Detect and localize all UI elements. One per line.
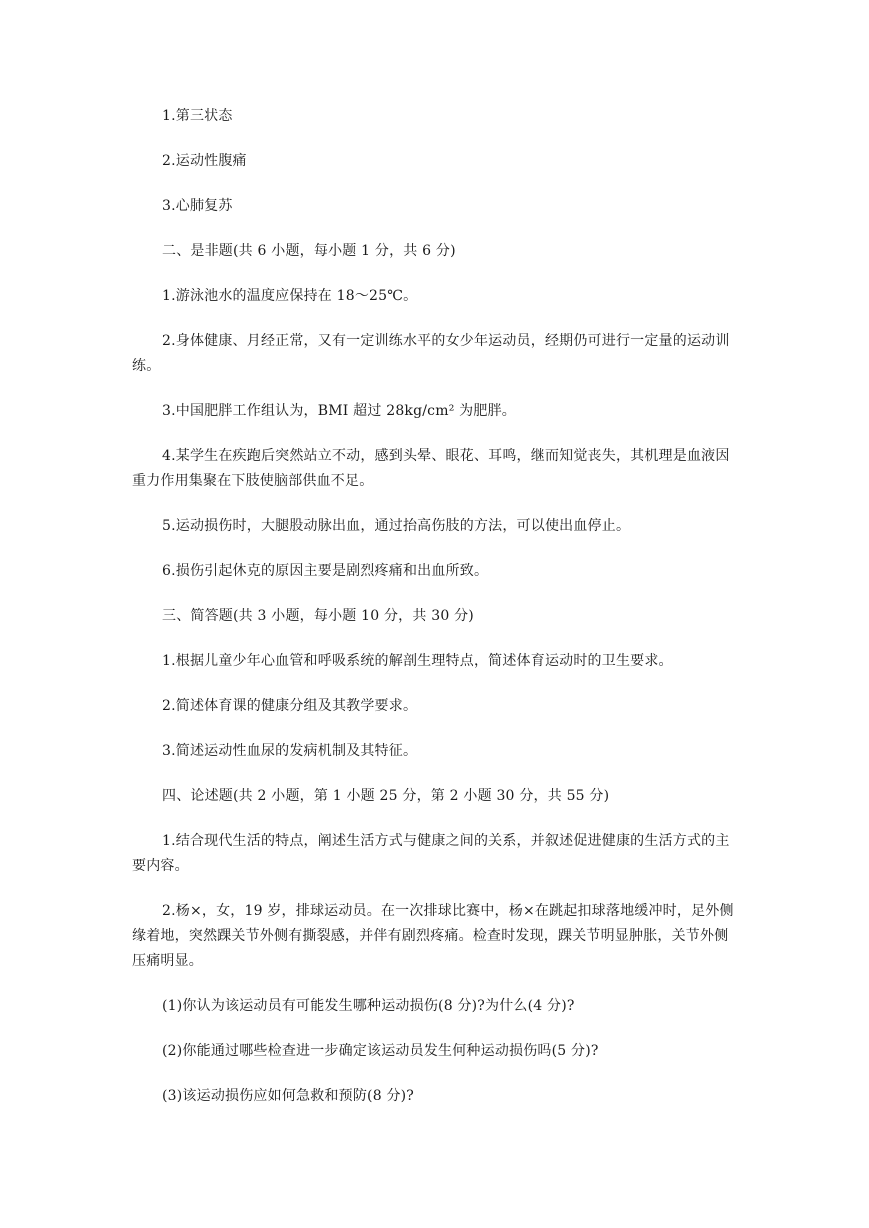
document-body (132, 104, 738, 1129)
tf-question-4: 4.某学生在疾跑后突然站立不动，感到头晕、眼花、耳鸣，继而知觉丧失，其机理是血液因重力作用集聚在下肢使脑部供血不足。 (132, 448, 730, 489)
section-4-heading: 四、论述题(共 2 小题，第 1 小题 25 分，第 2 小题 30 分，共 55 分) (162, 788, 610, 804)
essay-sub-question-2: (2)你能通过哪些检查进一步确定该运动员发生何种运动损伤吗(5 分)? (162, 1043, 599, 1059)
term-3-cpr: 3.心肺复苏 (162, 198, 233, 214)
short-answer-1: 1.根据儿童少年心血管和呼吸系统的解剖生理特点，简述体育运动时的卫生要求。 (162, 653, 673, 669)
section-2-heading: 二、是非题(共 6 小题，每小题 1 分，共 6 分) (162, 243, 456, 259)
section-3-heading: 三、简答题(共 3 小题，每小题 10 分，共 30 分) (162, 608, 474, 624)
essay-question-1: 1.结合现代生活的特点，阐述生活方式与健康之间的关系，并叙述促进健康的生活方式的主要内容。 (132, 833, 730, 874)
tf-question-3: 3.中国肥胖工作组认为，BMI 超过 28kg/cm² 为肥胖。 (162, 403, 516, 419)
tf-question-2: 2.身体健康、月经正常，又有一定训练水平的女少年运动员，经期仍可进行一定量的运动训练。 (132, 333, 730, 374)
term-2-exercise-abdominal-pain: 2.运动性腹痛 (162, 153, 247, 169)
tf-question-1: 1.游泳池水的温度应保持在 18～25℃。 (162, 288, 418, 304)
tf-question-5: 5.运动损伤时，大腿股动脉出血，通过抬高伤肢的方法，可以使出血停止。 (162, 518, 631, 534)
term-1-third-state: 1.第三状态 (162, 108, 233, 124)
essay-sub-question-3: (3)该运动损伤应如何急救和预防(8 分)? (162, 1088, 415, 1104)
essay-sub-question-1: (1)你认为该运动员有可能发生哪种运动损伤(8 分)?为什么(4 分)? (162, 998, 575, 1014)
essay-question-2: 2.杨×，女，19 岁，排球运动员。在一次排球比赛中，杨×在跳起扣球落地缓冲时，足外侧缘着地，突然踝关节外侧有撕裂感，并伴有剧烈疼痛。检查时发现，踝关节明显肿胀，关节外侧压痛明显。 (132, 903, 734, 969)
short-answer-2: 2.简述体育课的健康分组及其教学要求。 (162, 698, 418, 714)
short-answer-3: 3.简述运动性血尿的发病机制及其特征。 (162, 743, 418, 759)
tf-question-6: 6.损伤引起休克的原因主要是剧烈疼痛和出血所致。 (162, 563, 489, 579)
